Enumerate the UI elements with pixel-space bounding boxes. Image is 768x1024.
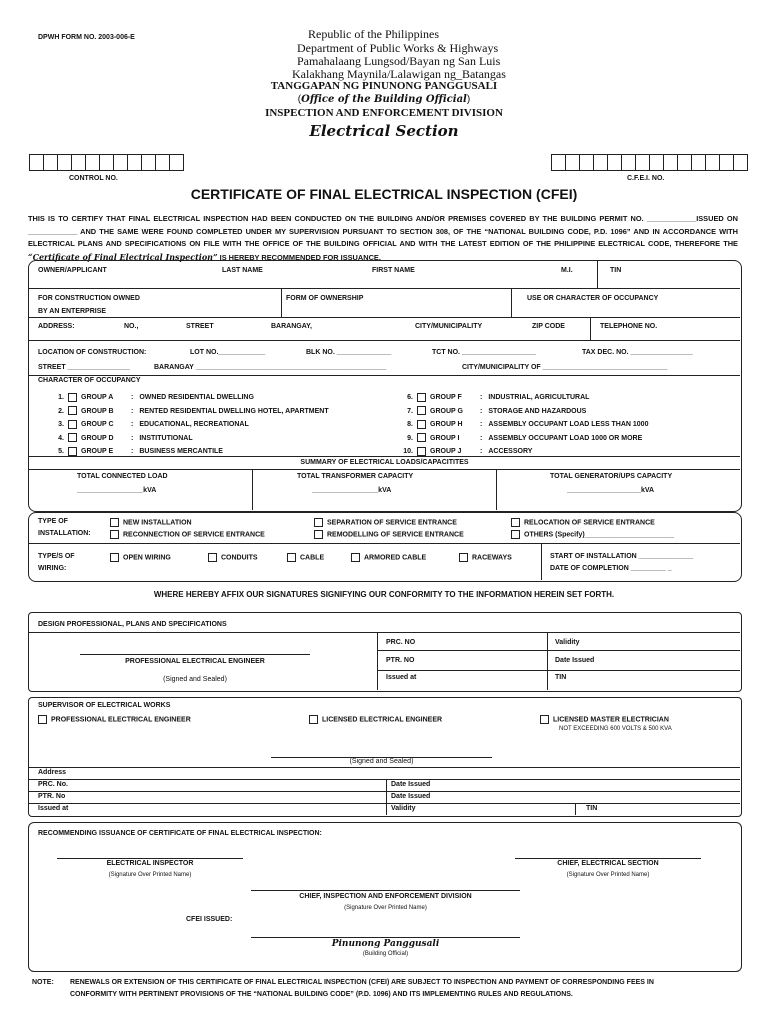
occupancy-group: GROUP B bbox=[81, 407, 114, 415]
checkbox-icon[interactable] bbox=[68, 406, 77, 415]
supervisor-date-issued-1: Date Issued bbox=[391, 781, 431, 788]
intro-quoted: “Certificate of Final Electrical Inspection” bbox=[28, 251, 218, 262]
zip-code-label: ZIP CODE bbox=[532, 323, 565, 330]
reconnection-option[interactable] bbox=[110, 530, 265, 539]
city-of-field[interactable]: CITY/MUNICIPALITY OF ________________________________ bbox=[462, 364, 668, 371]
supervisor-validity-label: Validity bbox=[391, 805, 416, 812]
electrical-inspector-label: ELECTRICAL INSPECTOR bbox=[106, 860, 194, 867]
office-english: Office of the Building Official bbox=[301, 94, 467, 105]
owner-applicant-label: OWNER/APPLICANT bbox=[38, 267, 107, 274]
last-name-label: LAST NAME bbox=[222, 267, 263, 274]
chief-ied-signature-line[interactable] bbox=[251, 890, 520, 891]
office-english-wrap: (Office of the Building Official) bbox=[297, 94, 471, 105]
occupancy-description: EDUCATIONAL, RECREATIONAL bbox=[139, 421, 249, 428]
occupancy-item[interactable] bbox=[393, 432, 648, 446]
cfei-issued-label: CFEI ISSUED: bbox=[186, 916, 233, 923]
checkbox-icon[interactable] bbox=[511, 530, 520, 539]
supervisor-lme-option[interactable] bbox=[540, 715, 669, 724]
construction-owned-label-1: FOR CONSTRUCTION OWNED bbox=[38, 295, 140, 302]
checkbox-icon[interactable] bbox=[208, 553, 217, 562]
checkbox-icon[interactable] bbox=[287, 553, 296, 562]
intro-part1: THIS IS TO CERTIFY THAT FINAL ELECTRICAL INSPECTION HAD BEEN CONDUCTED ON THE BUILDING AND/OR PREMISES COVERED BY THE BUILDING PERMIT NO. ____________ISSUED ON ____________ AND THE SAME WERE FOUND COMPLETED UNDER MY SUPERVISION PURSUANT TO SECTION 308, OF THE “NATIONAL BUILDING CODE, P.D. 1096” AND IN ACCORDANCE WITH ELECTRICAL PLANS AND SPECIFICATIONS ON FILE WITH THE OFFICE OF THE BUILDING OFFICIAL AND WITH THE LATEST EDITION OF THE PHILIPPINE ELECTRICAL CODE, THEREFORE THE bbox=[28, 214, 738, 248]
conduits-option[interactable] bbox=[208, 553, 258, 562]
checkbox-icon[interactable] bbox=[351, 553, 360, 562]
separator: : bbox=[131, 448, 134, 455]
occupancy-description: INDUSTRIAL, AGRICULTURAL bbox=[488, 394, 590, 401]
street-field[interactable]: STREET ________________ bbox=[38, 364, 130, 371]
supervisor-issued-at-label: Issued at bbox=[38, 805, 69, 812]
relocation-label: RELOCATION OF SERVICE ENTRANCE bbox=[524, 519, 655, 527]
occupancy-group: GROUP F bbox=[430, 394, 462, 401]
cable-option[interactable] bbox=[287, 553, 324, 562]
control-number-boxes[interactable] bbox=[30, 154, 184, 171]
connected-load-field[interactable]: _________________kVA bbox=[77, 487, 157, 494]
barangay-field[interactable]: BARANGAY _________________________________________________ bbox=[154, 364, 387, 371]
conduits-label: CONDUITS bbox=[221, 554, 258, 562]
checkbox-icon[interactable] bbox=[110, 518, 119, 527]
occupancy-number: 9. bbox=[407, 434, 413, 442]
others-label: OTHERS (Specify)_______________________ bbox=[524, 531, 675, 539]
type-installation-label-2: INSTALLATION: bbox=[38, 530, 91, 537]
tax-dec-field[interactable]: TAX DEC. NO. ________________ bbox=[582, 349, 693, 356]
checkbox-icon[interactable] bbox=[309, 715, 318, 724]
checkbox-icon[interactable] bbox=[511, 518, 520, 527]
occupancy-description: RENTED RESIDENTIAL DWELLING HOTEL, APARTMENT bbox=[139, 407, 329, 415]
open-wiring-label: OPEN WIRING bbox=[123, 554, 171, 562]
checkbox-icon[interactable] bbox=[417, 447, 426, 456]
mi-label: M.I. bbox=[561, 267, 573, 274]
office-tagalog: TANGGAPAN NG PINUNONG PANGGUSALI bbox=[270, 80, 498, 92]
cfei-number-boxes[interactable] bbox=[552, 154, 748, 171]
occupancy-number: 6. bbox=[407, 394, 413, 401]
occupancy-group: GROUP C bbox=[81, 421, 114, 428]
checkbox-icon[interactable] bbox=[68, 447, 77, 456]
checkbox-icon[interactable] bbox=[68, 433, 77, 442]
design-issued-at-label: Issued at bbox=[386, 674, 417, 681]
separator: : bbox=[131, 407, 134, 415]
separator: : bbox=[131, 421, 134, 428]
occupancy-description: ASSEMBLY OCCUPANT LOAD 1000 OR MORE bbox=[488, 434, 643, 442]
checkbox-icon[interactable] bbox=[110, 553, 119, 562]
transformer-capacity-label: TOTAL TRANSFORMER CAPACITY bbox=[297, 473, 414, 480]
occupancy-group: GROUP H bbox=[430, 421, 463, 428]
supervisor-pee-label: PROFESSIONAL ELECTRICAL ENGINEER bbox=[51, 716, 191, 724]
recommending-label: RECOMMENDING ISSUANCE OF CERTIFICATE OF FINAL ELECTRICAL INSPECTION: bbox=[38, 830, 322, 837]
chief-electrical-section-label: CHIEF, ELECTRICAL SECTION bbox=[557, 860, 659, 867]
supervisor-ptr-label: PTR. No bbox=[38, 793, 66, 800]
generator-capacity-label: TOTAL GENERATOR/UPS CAPACITY bbox=[550, 473, 673, 480]
occupancy-left-list bbox=[44, 391, 329, 459]
supervisor-label: SUPERVISOR OF ELECTRICAL WORKS bbox=[38, 702, 171, 709]
design-ptr-label: PTR. NO bbox=[386, 657, 415, 664]
chief-es-signature-line[interactable] bbox=[515, 858, 701, 859]
design-date-issued-label: Date Issued bbox=[555, 657, 595, 664]
blk-no-field[interactable]: BLK NO. ______________ bbox=[306, 349, 392, 356]
wiring-label-1: TYPE/S OF bbox=[38, 553, 75, 560]
certificate-title: CERTIFICATE OF FINAL ELECTRICAL INSPECTION (CFEI) bbox=[190, 186, 578, 202]
cfei-no-label: C.F.E.I. NO. bbox=[627, 175, 665, 182]
wiring-label-2: WIRING: bbox=[38, 565, 67, 572]
occupancy-description: BUSINESS MERCANTILE bbox=[139, 448, 223, 455]
design-tin-label: TIN bbox=[555, 674, 567, 681]
design-prc-label: PRC. NO bbox=[386, 639, 416, 646]
relocation-option[interactable] bbox=[511, 518, 655, 527]
division-title: INSPECTION AND ENFORCEMENT DIVISION bbox=[265, 107, 503, 119]
separator: : bbox=[480, 434, 483, 442]
transformer-capacity-field[interactable]: _________________kVA bbox=[312, 487, 392, 494]
republic-line: Republic of the Philippines bbox=[308, 27, 439, 41]
occupancy-item[interactable] bbox=[393, 405, 648, 419]
control-no-label: CONTROL NO. bbox=[69, 175, 118, 182]
section-title: Electrical Section bbox=[309, 122, 459, 140]
occupancy-item[interactable] bbox=[393, 391, 648, 405]
new-installation-option[interactable] bbox=[110, 518, 192, 527]
separator: : bbox=[480, 394, 483, 401]
armored-cable-option[interactable] bbox=[351, 553, 426, 562]
electrical-inspector-sub: (Signature Over Printed Name) bbox=[108, 872, 192, 878]
occupancy-item[interactable] bbox=[44, 432, 329, 446]
checkbox-icon[interactable] bbox=[459, 553, 468, 562]
reconnection-label: RECONNECTION OF SERVICE ENTRANCE bbox=[123, 531, 265, 539]
checkbox-icon[interactable] bbox=[110, 530, 119, 539]
occupancy-number: 10. bbox=[403, 448, 413, 455]
occupancy-number: 5. bbox=[58, 448, 64, 455]
separation-option[interactable] bbox=[314, 518, 457, 527]
note-line-1: RENEWALS OR EXTENSION OF THIS CERTIFICATE OF FINAL ELECTRICAL INSPECTION (CFEI) ARE SUBJECT TO INSPECTION AND PAYMENT OF CORRESPONDING FEES IN bbox=[70, 979, 654, 986]
separator: : bbox=[480, 407, 483, 415]
occupancy-description: OWNED RESIDENTIAL DWELLING bbox=[139, 394, 254, 401]
cable-label: CABLE bbox=[300, 554, 325, 562]
separator: : bbox=[131, 394, 134, 401]
supervisor-tin-label: TIN bbox=[586, 805, 598, 812]
note-label: NOTE: bbox=[32, 979, 54, 986]
supervisor-lme-note: NOT EXCEEDING 600 VOLTS & 500 KVA bbox=[559, 726, 672, 732]
occupancy-number: 4. bbox=[58, 434, 64, 442]
occupancy-label: CHARACTER OF OCCUPANCY bbox=[38, 377, 141, 384]
checkbox-icon[interactable] bbox=[417, 406, 426, 415]
pinunong-panggusali-label: Pinunong Panggusali bbox=[331, 939, 440, 949]
occupancy-number: 7. bbox=[407, 407, 413, 415]
province-line: Kalakhang Maynila/Lalawigan ng_Batangas bbox=[292, 67, 506, 81]
occupancy-description: STORAGE AND HAZARDOUS bbox=[488, 407, 587, 415]
occupancy-right-list bbox=[393, 391, 648, 459]
occupancy-group: GROUP J bbox=[430, 448, 462, 455]
construction-owned-label-2: BY AN ENTERPRISE bbox=[38, 308, 107, 315]
design-pee-label: PROFESSIONAL ELECTRICAL ENGINEER bbox=[125, 658, 265, 665]
intro-paragraph bbox=[28, 213, 738, 264]
armored-cable-label: ARMORED CABLE bbox=[364, 554, 427, 562]
occupancy-number: 8. bbox=[407, 421, 413, 428]
supervisor-address-label: Address bbox=[38, 769, 67, 776]
address-barangay-label: BARANGAY, bbox=[271, 323, 312, 330]
supervisor-lee-label: LICENSED ELECTRICAL ENGINEER bbox=[322, 716, 443, 724]
chief-ied-sub: (Signature Over Printed Name) bbox=[344, 905, 427, 911]
supervisor-lee-option[interactable] bbox=[309, 715, 442, 724]
occupancy-number: 3. bbox=[58, 421, 64, 428]
lot-no-field[interactable]: LOT NO.____________ bbox=[190, 349, 266, 356]
remodelling-label: REMODELLING OF SERVICE ENTRANCE bbox=[327, 531, 464, 539]
department-line: Department of Public Works & Highways bbox=[297, 41, 499, 55]
open-wiring-option[interactable] bbox=[110, 553, 171, 562]
design-validity-label: Validity bbox=[555, 639, 580, 646]
tin-label: TIN bbox=[610, 267, 622, 274]
supervisor-pee-option[interactable] bbox=[38, 715, 191, 724]
occupancy-description: INSTITUTIONAL bbox=[139, 434, 193, 442]
address-city-label: CITY/MUNICIPALITY bbox=[415, 323, 483, 330]
occupancy-group: GROUP D bbox=[81, 434, 114, 442]
chief-ied-label: CHIEF, INSPECTION AND ENFORCEMENT DIVISION bbox=[299, 893, 472, 900]
checkbox-icon[interactable] bbox=[417, 393, 426, 402]
checkbox-icon[interactable] bbox=[314, 530, 323, 539]
use-character-label: USE OR CHARACTER OF OCCUPANCY bbox=[527, 295, 659, 302]
checkbox-icon[interactable] bbox=[68, 420, 77, 429]
occupancy-number: 1. bbox=[58, 394, 64, 401]
checkbox-icon[interactable] bbox=[540, 715, 549, 724]
occupancy-number: 2. bbox=[58, 407, 64, 415]
summary-title: SUMMARY OF ELECTRICAL LOADS/CAPACITITES bbox=[300, 459, 469, 466]
checkbox-icon[interactable] bbox=[314, 518, 323, 527]
address-label: ADDRESS: bbox=[38, 323, 75, 330]
raceways-option[interactable] bbox=[459, 553, 512, 562]
location-label: LOCATION OF CONSTRUCTION: bbox=[38, 349, 147, 356]
remodelling-option[interactable] bbox=[314, 530, 464, 539]
date-completion-field[interactable]: DATE OF COMPLETION _________ _ bbox=[550, 565, 672, 572]
occupancy-item[interactable] bbox=[44, 391, 329, 405]
municipality-line: Pamahalaang Lungsod/Bayan ng San Luis bbox=[297, 54, 501, 68]
design-signed-label: (Signed and Sealed) bbox=[163, 676, 227, 683]
supervisor-signed-label: (Signed and Sealed) bbox=[349, 758, 414, 765]
occupancy-group: GROUP I bbox=[430, 434, 460, 442]
others-option[interactable] bbox=[511, 530, 674, 539]
occupancy-description: ACCESSORY bbox=[488, 448, 533, 455]
tct-no-field[interactable]: TCT NO. ___________________ bbox=[432, 349, 536, 356]
note-line-2: CONFORMITY WITH PERTINENT PROVISIONS OF THE “NATIONAL BUILDING CODE” (P.D. 1096) AND ITS IMPLEMENTING RULES AND REGULATIONS. bbox=[70, 991, 573, 998]
supervisor-lme-label: LICENSED MASTER ELECTRICIAN bbox=[553, 716, 669, 724]
supervisor-prc-label: PRC. No. bbox=[38, 781, 68, 788]
building-official-label: (Building Official) bbox=[362, 951, 409, 957]
address-street-label: STREET bbox=[186, 323, 214, 330]
occupancy-item[interactable] bbox=[44, 405, 329, 419]
checkbox-icon[interactable] bbox=[68, 393, 77, 402]
occupancy-group: GROUP E bbox=[81, 448, 114, 455]
occupancy-description: ASSEMBLY OCCUPANT LOAD LESS THAN 1000 bbox=[488, 421, 649, 428]
separation-label: SEPARATION OF SERVICE ENTRANCE bbox=[327, 519, 457, 527]
occupancy-group: GROUP G bbox=[430, 407, 463, 415]
occupancy-group: GROUP A bbox=[81, 394, 114, 401]
raceways-label: RACEWAYS bbox=[472, 554, 512, 562]
type-installation-label-1: TYPE OF bbox=[38, 518, 68, 525]
occupancy-item[interactable] bbox=[393, 418, 648, 432]
occupancy-item[interactable] bbox=[44, 418, 329, 432]
separator: : bbox=[480, 421, 483, 428]
separator: : bbox=[480, 448, 483, 455]
design-signature-line[interactable] bbox=[80, 654, 310, 655]
separator: : bbox=[131, 434, 134, 442]
checkbox-icon[interactable] bbox=[38, 715, 47, 724]
form-number: DPWH FORM NO. 2003-006-E bbox=[38, 34, 135, 41]
new-installation-label: NEW INSTALLATION bbox=[123, 519, 192, 527]
generator-capacity-field[interactable]: ___________________kVA bbox=[567, 487, 655, 494]
chief-electrical-section-sub: (Signature Over Printed Name) bbox=[566, 872, 650, 878]
affix-statement: WHERE HEREBY AFFIX OUR SIGNATURES SIGNIFYING OUR CONFORMITY TO THE INFORMATION HEREIN SET FORTH. bbox=[153, 590, 615, 599]
inspector-signature-line[interactable] bbox=[57, 858, 243, 859]
form-of-ownership-label: FORM OF OWNERSHIP bbox=[286, 295, 364, 302]
start-installation-field[interactable]: START OF INSTALLATION ______________ bbox=[550, 553, 694, 560]
address-no-label: NO., bbox=[124, 323, 139, 330]
telephone-label: TELEPHONE NO. bbox=[600, 323, 658, 330]
design-professional-label: DESIGN PROFESSIONAL, PLANS AND SPECIFICATIONS bbox=[38, 621, 227, 628]
checkbox-icon[interactable] bbox=[417, 433, 426, 442]
supervisor-date-issued-2: Date Issued bbox=[391, 793, 431, 800]
intro-part2: IS HEREBY RECOMMENDED FOR ISSUANCE. bbox=[217, 252, 381, 262]
building-official-signature-line[interactable] bbox=[251, 937, 520, 938]
checkbox-icon[interactable] bbox=[417, 420, 426, 429]
first-name-label: FIRST NAME bbox=[372, 267, 415, 274]
connected-load-label: TOTAL CONNECTED LOAD bbox=[77, 473, 168, 480]
